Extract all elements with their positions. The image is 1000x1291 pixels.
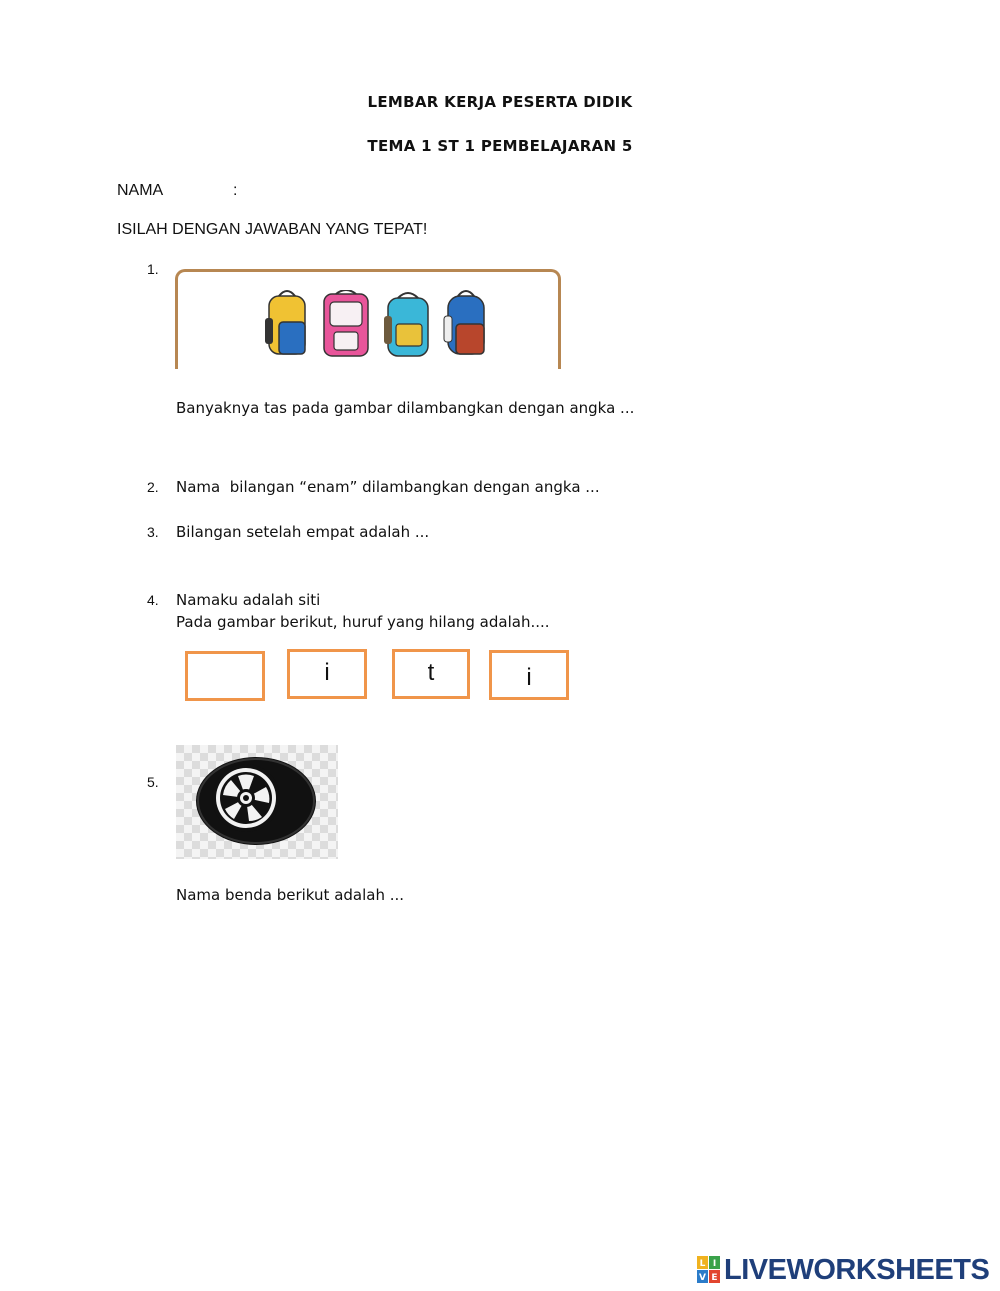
- page-title: LEMBAR KERJA PESERTA DIDIK: [367, 93, 633, 111]
- question-3-number: 3.: [147, 524, 159, 540]
- letter-box-i-2: i: [489, 650, 569, 700]
- name-colon: :: [233, 182, 238, 199]
- liveworksheets-logo-text: LIVEWORKSHEETS: [724, 1254, 990, 1286]
- letter-box-answer[interactable]: [185, 651, 265, 701]
- tire-image: [176, 745, 338, 859]
- question-1-text: Banyaknya tas pada gambar dilambangkan dengan angka ...: [176, 399, 635, 417]
- name-label: NAMA: [117, 182, 164, 199]
- svg-text:E: E: [711, 1273, 718, 1283]
- question-4-line-1: Namaku adalah siti: [176, 591, 321, 609]
- backpacks-image: [260, 290, 490, 360]
- svg-text:L: L: [699, 1259, 706, 1269]
- letter-box-t: t: [392, 649, 470, 699]
- question-4-number: 4.: [147, 592, 159, 608]
- liveworksheets-logo: [697, 1254, 989, 1286]
- question-5-number: 5.: [147, 774, 159, 790]
- svg-text:I: I: [712, 1259, 717, 1269]
- question-5-text: Nama benda berikut adalah ...: [176, 886, 405, 904]
- question-4-line-2: Pada gambar berikut, huruf yang hilang adalah....: [176, 613, 550, 631]
- question-1-number: 1.: [147, 261, 159, 277]
- backpack-icon: [384, 293, 428, 356]
- page-subtitle: TEMA 1 ST 1 PEMBELAJARAN 5: [367, 137, 633, 155]
- question-2-text: Nama bilangan “enam” dilambangkan dengan angka ...: [176, 478, 600, 496]
- backpack-icon: [265, 291, 305, 354]
- liveworksheets-logo-icon: [697, 1256, 721, 1284]
- svg-text:V: V: [699, 1273, 706, 1283]
- backpack-icon: [444, 291, 484, 354]
- instruction-text: ISILAH DENGAN JAWABAN YANG TEPAT!: [117, 221, 428, 238]
- question-2-number: 2.: [147, 479, 159, 495]
- backpack-icon: [324, 290, 368, 356]
- question-3-text: Bilangan setelah empat adalah ...: [176, 523, 430, 541]
- letter-box-i: i: [287, 649, 367, 699]
